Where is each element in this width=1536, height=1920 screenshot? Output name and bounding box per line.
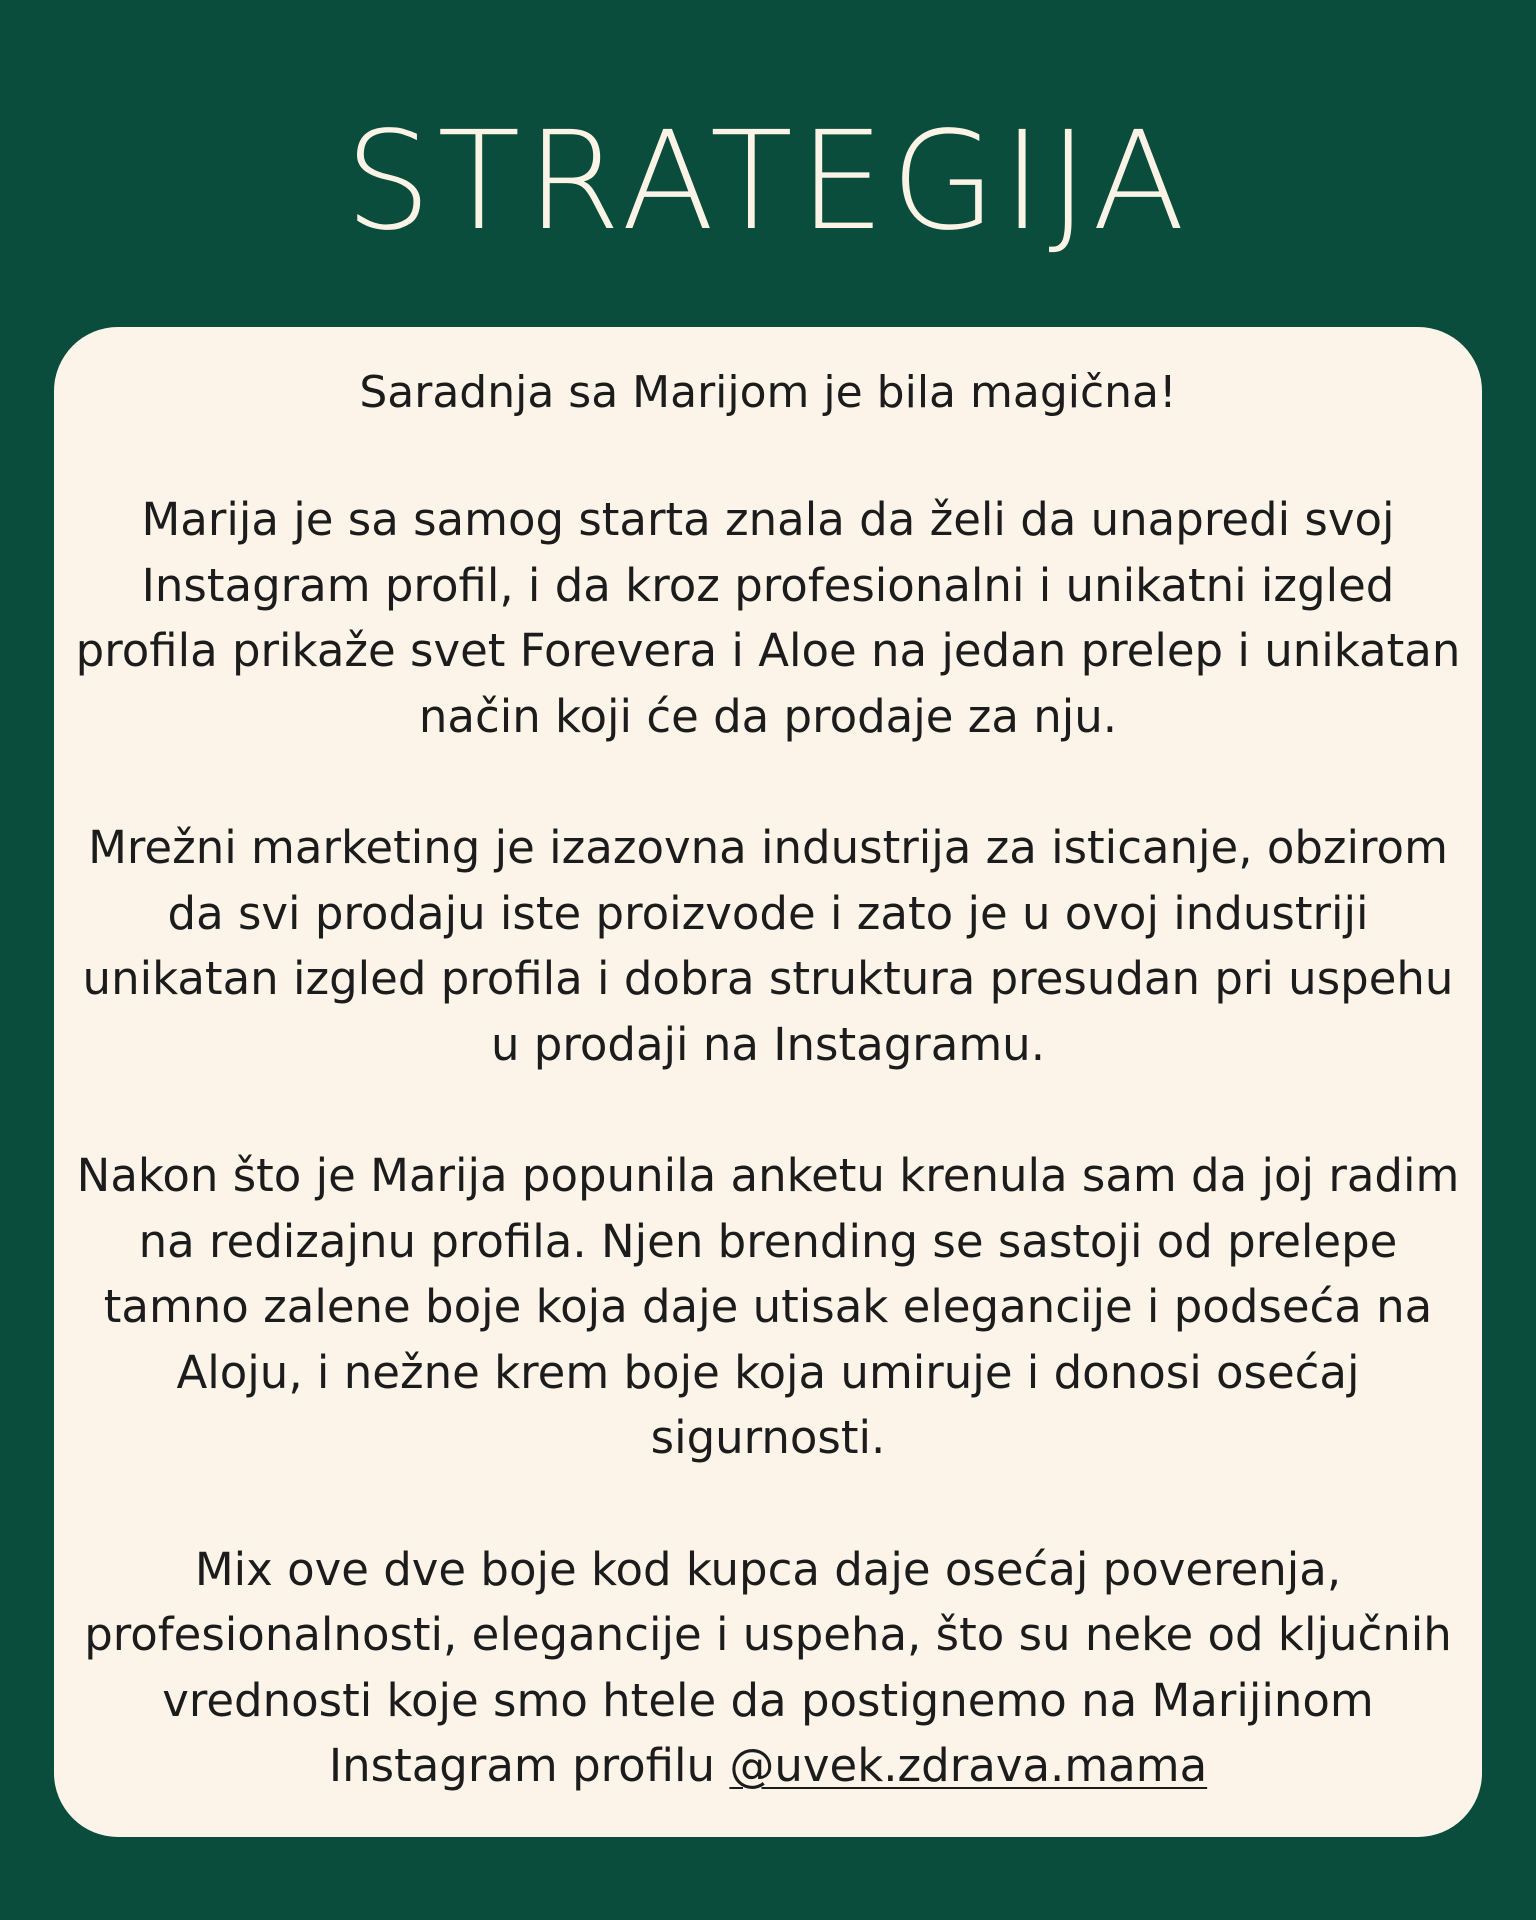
paragraph-4-container <box>74 1537 1462 1799</box>
text-card <box>54 327 1482 1837</box>
paragraph-3: Nakon što je Marija popunila anketu krenula sam da joj radim na redizajnu profila. Njen brending se sastoji od prelepe tamno zalene boje koja daje utisak elegancije i podseća na Aloju, i nežne krem boje koja umiruje i donosi osećaj sigurnosti. <box>76 1149 1460 1464</box>
instagram-handle-link[interactable]: @uvek.zdrava.mama <box>729 1739 1208 1792</box>
paragraph-4: Mix ove dve boje kod kupca daje osećaj poverenja, profesionalnosti, elegancije i uspeha, što su neke od ključnih vrednosti koje smo htele da postignemo na Marijinom Instagram profilu <box>84 1542 1452 1792</box>
paragraph-1: Marija je sa samog starta znala da želi da unapredi svoj Instagram profil, i da kroz profesionalni i unikatni izgled profila prikaže svet Forevera i Aloe na jedan prelep i unikatan način koji će da prodaje za nju. <box>75 493 1461 743</box>
page-title: STRATEGIJA <box>344 103 1192 261</box>
intro-heading: Saradnja sa Marijom je bila magična! <box>359 367 1177 418</box>
paragraph-2: Mrežni marketing je izazovna industrija za isticanje, obzirom da svi prodaju iste proizvode i zato je u ovoj industriji unikatan izgled profila i dobra struktura presudan pri uspehu u prodaji na Instagramu. <box>82 821 1454 1071</box>
